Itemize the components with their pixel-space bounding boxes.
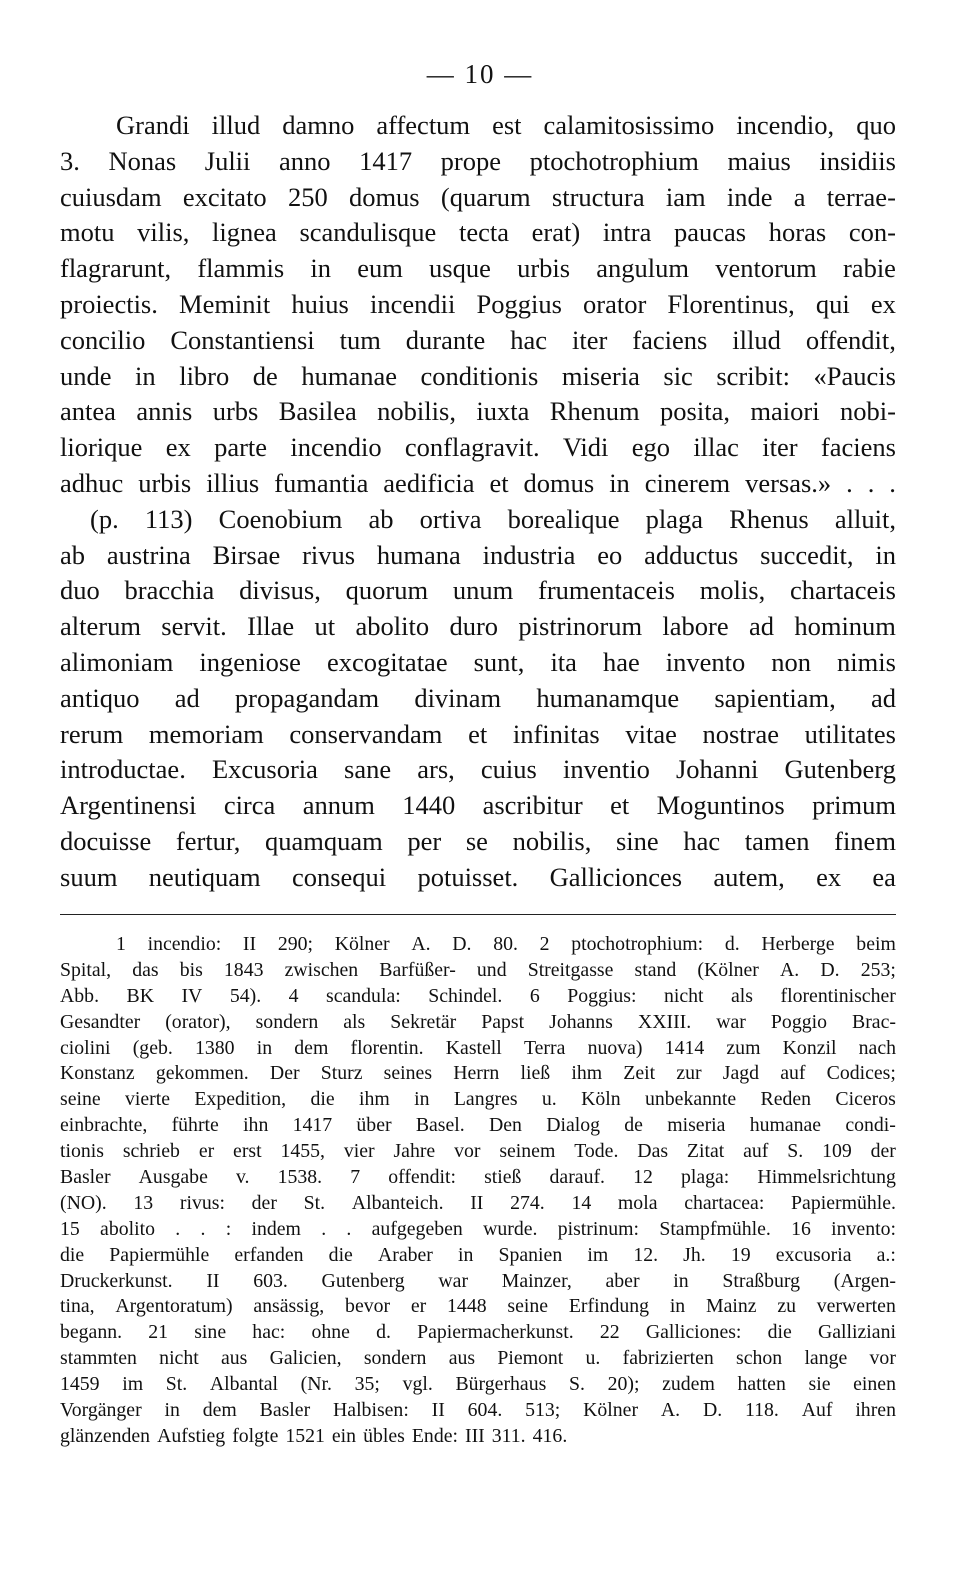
text-line: flagrarunt, flammis in eum usque urbis angulum ventorum rabie [60,253,896,284]
footnote-line: einbrachte, führte ihn 1417 über Basel. Den Dialog de miseria humanae condi- [60,1114,896,1137]
footnote-line: stammten nicht aus Galicien, sondern aus Piemont u. fabrizierten schon lange vor [60,1347,896,1370]
footnote-line: die Papiermühle erfanden die Araber in Spanien im 12. Jh. 19 excusoria a.: [60,1243,896,1266]
footnote-line: Abb. BK IV 54). 4 scandula: Schindel. 6 Poggius: nicht als florentinischer [60,984,896,1007]
footnote-line: glänzenden Aufstieg folgte 1521 ein übles Ende: III 311. 416. [60,1424,568,1447]
footnote-line: 1 incendio: II 290; Kölner A. D. 80. 2 ptochotrophium: d. Herberge beim [116,933,896,955]
text-line: cuiusdam excitato 250 domus (quarum structura iam inde a terrae- [60,181,896,212]
text-line: 3. Nonas Julii anno 1417 prope ptochotrophium maius insidiis [60,145,896,176]
text-line: antea annis urbs Basilea nobilis, iuxta Rhenum posita, maiori nobi- [60,396,896,427]
footnote-line: Basler Ausgabe v. 1538. 7 offendit: stieß darauf. 12 plaga: Himmelsrichtung [60,1166,896,1189]
footnote-line: tina, Argentoratum) ansässig, bevor er 1448 seine Erfindung in Mainz zu verwerten [60,1295,896,1318]
footnote-line: seine vierte Expedition, die ihm in Langres u. Köln unbekannte Reden Ciceros [60,1088,896,1111]
text-line: ab austrina Birsae rivus humana industria eo adductus succedit, in [60,539,896,570]
footnote-line: Gesandter (orator), sondern als Sekretär Papst Johanns XXIII. war Poggio Brac- [60,1010,896,1033]
text-line: Grandi illud damno affectum est calamitosissimo incendio, quo [116,110,896,140]
text-line: alterum servit. Illae ut abolito duro pistrinorum labore ad hominum [60,611,896,642]
text-line: motu vilis, lignea scandulisque tecta erat) intra paucas horas con- [60,217,896,248]
text-line: proiectis. Meminit huius incendii Poggius orator Florentinus, qui ex [60,288,896,319]
text-line: concilio Constantiensi tum durante hac iter faciens illud offendit, [60,324,896,355]
footnote-line: begann. 21 sine hac: ohne d. Papiermacherkunst. 22 Galliciones: die Galliziani [60,1321,896,1344]
footnote-line: Vorgänger in dem Basler Halbisen: II 604. 513; Kölner A. D. 118. Auf ihren [60,1399,896,1422]
footnote-line: 15 abolito . . : indem . . aufgegeben wurde. pistrinum: Stampfmühle. 16 invento: [60,1217,896,1240]
footnote-line: Spital, das bis 1843 zwischen Barfüßer- und Streitgasse stand (Kölner A. D. 253; [60,958,896,981]
page-number: — 10 — [426,59,534,89]
main-text [60,108,896,896]
footnote-line: ciolini (geb. 1380 in dem florentin. Kastell Terra nuova) 1414 zum Konzil nach [60,1036,896,1059]
text-line: duo bracchia divisus, quorum unum frumentaceis molis, chartaceis [60,575,896,606]
text-line: unde in libro de humanae conditionis miseria sic scribit: «Paucis [60,360,896,391]
footnote-line: (NO). 13 rivus: der St. Albanteich. II 274. 14 mola chartacea: Papiermühle. [60,1191,896,1214]
text-line: antiquo ad propagandam divinam humanamque sapientiam, ad [60,682,896,713]
footnote-line: tionis schrieb er erst 1455, vier Jahre vor seinem Tode. Das Zitat auf S. 109 der [60,1140,896,1163]
footnote-line: Druckerkunst. II 603. Gutenberg war Mainzer, aber in Straßburg (Argen- [60,1269,896,1292]
footnotes [60,932,896,1450]
text-line: docuisse fertur, quamquam per se nobilis, sine hac tamen finem [60,825,896,856]
text-line: introductae. Excusoria sane ars, cuius inventio Johanni Gutenberg [60,754,896,785]
text-line: alimoniam ingeniose excogitatae sunt, ita hae invento non nimis [60,646,896,677]
footnote-divider [60,914,896,915]
text-line: adhuc urbis illius fumantia aedificia et domus in cinerem versas.» . . . [60,467,896,498]
text-line: suum neutiquam consequi potuisset. Gallicionces autem, ex ea [60,861,896,892]
text-line: liorique ex parte incendio conflagravit. Vidi ego illac iter faciens [60,432,896,463]
footnote-line: 1459 im St. Albantal (Nr. 35; vgl. Bürgerhaus S. 20); zudem hatten sie einen [60,1373,896,1396]
text-line: rerum memoriam conservandam et infinitas vitae nostrae utilitates [60,718,896,749]
text-line: (p. 113) Coenobium ab ortiva borealique plaga Rhenus alluit, [90,503,896,534]
footnote-line: Konstanz gekommen. Der Sturz seines Herrn ließ ihm Zeit zur Jagd auf Codices; [60,1062,896,1085]
text-line: Argentinensi circa annum 1440 ascribitur et Moguntinos primum [60,790,896,821]
